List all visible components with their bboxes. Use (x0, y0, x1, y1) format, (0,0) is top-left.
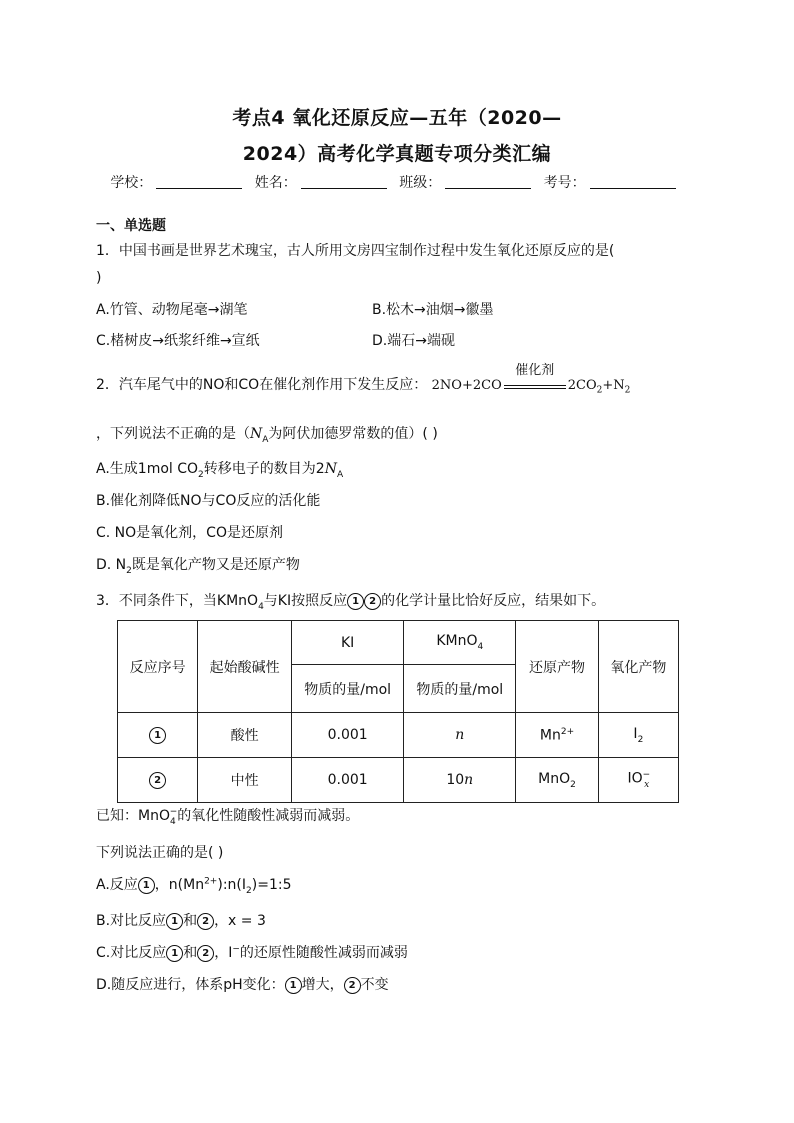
circled-1-icon: 1 (166, 913, 183, 930)
th-acidity: 起始酸碱性 (198, 621, 292, 713)
q1-option-d[interactable]: D.端石→端砚 (372, 333, 455, 349)
th-ki: KI (292, 621, 404, 665)
q3-option-a[interactable]: A.反应 1 ，$n(Mn^{2+}):n(I_2)=1:5$ (96, 876, 292, 896)
q1-option-c[interactable]: C.楮树皮→纸浆纤维→宣纸 (96, 333, 260, 349)
th-kmno4: KMnO$_4$ (404, 621, 516, 665)
class-label: 班级： (399, 175, 442, 191)
th-kmno4-amount: 物质的量/mol (404, 665, 516, 713)
q1-option-a[interactable]: A.竹管、动物尾毫→湖笔 (96, 302, 248, 318)
q3-option-d[interactable]: D.随反应进行，体系pH变化： 1 增大， 2 不变 (96, 977, 389, 993)
class-blank[interactable] (445, 174, 531, 189)
q2-stem-2: ，下列说法不正确的是（$N_A$为阿伏加德罗常数的值）( ) (96, 426, 438, 445)
exam-no-label: 考号： (543, 175, 586, 191)
section-title: 一、单选题 (96, 218, 166, 234)
q2-equation: 2NO+2CO 催化剂 $2CO_2+N_2$ (431, 363, 631, 396)
table-row: 1 酸性 0.001 n $Mn^{2+}$ $I_2$ (118, 713, 679, 758)
th-reduction-product: 还原产物 (516, 621, 598, 713)
circled-2-icon: 2 (364, 593, 381, 610)
page-title-line1: 考点4 氧化还原反应—五年（2020— (232, 107, 562, 129)
student-info-row (0, 172, 794, 192)
q2-option-a[interactable]: A.生成1mol $CO_2$转移电子的数目为$2N_A$ (96, 461, 344, 480)
circled-2-icon: 2 (197, 945, 214, 962)
q2-option-d[interactable]: D. $N_2$既是氧化产物又是还原产物 (96, 557, 300, 576)
q3-question: 下列说法正确的是( ) (96, 845, 224, 861)
circled-1-icon: 1 (166, 945, 183, 962)
q2-option-c[interactable]: C. NO是氧化剂，CO是还原剂 (96, 525, 283, 541)
q1-stem: 1．中国书画是世界艺术瑰宝，古人所用文房四宝制作过程中发生氧化还原反应的是( (96, 243, 615, 259)
q3-option-c[interactable]: C.对比反应 1 和 2 ，I−的还原性随酸性减弱而减弱 (96, 944, 408, 961)
circled-1-icon: 1 (285, 977, 302, 994)
circled-2-icon: 2 (149, 772, 166, 789)
page-title-line2: 2024）高考化学真题专项分类汇编 (242, 143, 552, 165)
name-blank[interactable] (301, 174, 387, 189)
circled-2-icon: 2 (197, 913, 214, 930)
catalyst-arrow: 催化剂 (504, 379, 566, 389)
school-label: 学校： (110, 175, 153, 191)
exam-no-blank[interactable] (590, 174, 676, 189)
q3-stem: 3．不同条件下，当KMnO$_4$与KI按照反应 1 2 的化学计量比恰好反应，结果如下。 (96, 593, 606, 612)
th-order: 反应序号 (118, 621, 198, 713)
q3-option-b[interactable]: B.对比反应 1 和 2 ，x = 3 (96, 913, 266, 929)
name-label: 姓名： (254, 175, 297, 191)
q2-option-b[interactable]: B.催化剂降低NO与CO反应的活化能 (96, 493, 321, 509)
table-row: 2 中性 0.001 10n MnO$_2$ $IO^-_x$ (118, 758, 679, 803)
circled-2-icon: 2 (344, 977, 361, 994)
th-ki-amount: 物质的量/mol (292, 665, 404, 713)
q2-stem: 2．汽车尾气中的NO和CO在催化剂作用下发生反应： 2NO+2CO 催化剂 $2CO_2+N_2$ (96, 363, 631, 396)
reaction-table (117, 620, 679, 803)
th-oxidation-product: 氧化产物 (598, 621, 678, 713)
school-blank[interactable] (156, 174, 242, 189)
q3-known: 已知：MnO$_4$−的氧化性随酸性减弱而减弱。 (96, 807, 360, 827)
circled-1-icon: 1 (138, 877, 155, 894)
q1-stem-end: ) (96, 270, 102, 286)
circled-1-icon: 1 (149, 727, 166, 744)
q1-option-b[interactable]: B.松木→油烟→徽墨 (372, 302, 494, 318)
circled-1-icon: 1 (347, 593, 364, 610)
